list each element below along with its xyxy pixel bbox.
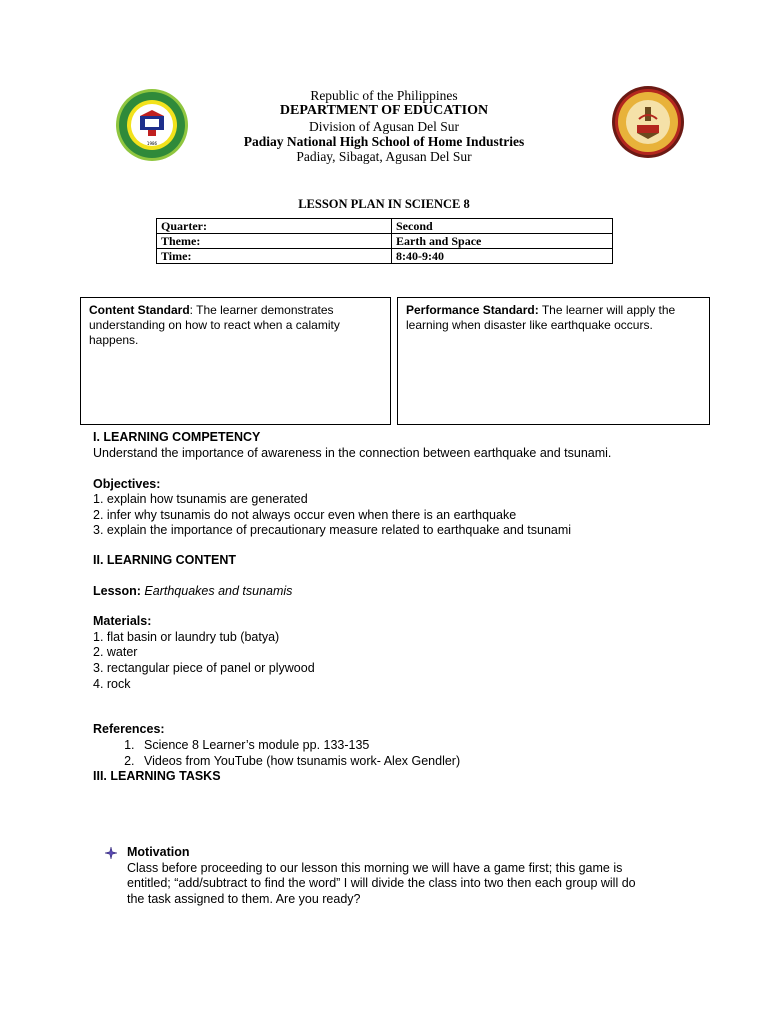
table-row: [157, 234, 613, 249]
quarter-label: Quarter:: [157, 219, 392, 234]
objective-item: 2. infer why tsunamis do not always occur even when there is an earthquake: [93, 508, 517, 522]
lesson-value: Earthquakes and tsunamis: [144, 584, 293, 598]
four-point-star-bullet-icon: [104, 846, 118, 860]
lesson-plan-title: LESSON PLAN IN SCIENCE 8: [298, 197, 470, 211]
references-label: References:: [93, 722, 165, 736]
header-address: Padiay, Sibagat, Agusan Del Sur: [296, 149, 472, 164]
header-department: DEPARTMENT OF EDUCATION: [279, 103, 489, 118]
table-row: [157, 249, 613, 264]
material-item: 2. water: [93, 645, 138, 659]
table-row: [157, 219, 613, 234]
references-list: [93, 738, 460, 769]
material-item: 1. flat basin or laundry tub (batya): [93, 630, 280, 644]
quarter-value: Second: [392, 219, 613, 234]
learning-competency-heading: I. LEARNING COMPETENCY: [93, 430, 261, 444]
lesson-line: [93, 584, 292, 600]
theme-value: Earth and Space: [392, 234, 613, 249]
header-republic: Republic of the Philippines: [310, 88, 458, 103]
theme-label: Theme:: [157, 234, 392, 249]
lesson-info-table: [156, 218, 613, 264]
objectives-label: Objectives:: [93, 477, 161, 491]
material-item: 4. rock: [93, 677, 131, 691]
time-label: Time:: [157, 249, 392, 264]
time-value: 8:40-9:40: [392, 249, 613, 264]
content-standard-label: Content Standard: [89, 303, 190, 317]
performance-standard-label: Performance Standard:: [406, 303, 539, 317]
motivation-text-line: entitled; “add/subtract to find the word” I will divide the class into two then each group will do: [127, 876, 636, 890]
performance-standard-text: The learner will apply the learning when disaster like earthquake occurs.: [406, 303, 676, 332]
motivation-text-line: the task assigned to them. Are you ready?: [127, 892, 361, 906]
performance-standard-box: [397, 297, 710, 425]
content-standard-text: : The learner demonstrates understanding on how to react when a calamity happens.: [89, 303, 340, 347]
motivation-text-line: Class before proceeding to our lesson this morning we will have a game first; this game is: [127, 861, 623, 875]
reference-item: 1. Science 8 Learner’s module pp. 133-135: [138, 738, 460, 754]
motivation-label: Motivation: [127, 845, 190, 859]
objective-item: 3. explain the importance of precautionary measure related to earthquake and tsunami: [93, 523, 572, 537]
header-school: Padiay National High School of Home Industries: [243, 134, 525, 149]
lesson-label: Lesson:: [93, 584, 141, 598]
learning-content-heading: II. LEARNING CONTENT: [93, 553, 237, 567]
learning-tasks-heading: III. LEARNING TASKS: [93, 769, 221, 783]
reference-item: 2. Videos from YouTube (how tsunamis work- Alex Gendler): [138, 754, 460, 770]
material-item: 3. rectangular piece of panel or plywood: [93, 661, 315, 675]
objective-item: 1. explain how tsunamis are generated: [93, 492, 308, 506]
content-standard-box: [80, 297, 391, 425]
materials-label: Materials:: [93, 614, 152, 628]
svg-text:1986: 1986: [146, 141, 158, 146]
header-division: Division of Agusan Del Sur: [309, 119, 459, 134]
learning-competency-text: Understand the importance of awareness in the connection between earthquake and tsunami.: [93, 446, 612, 460]
